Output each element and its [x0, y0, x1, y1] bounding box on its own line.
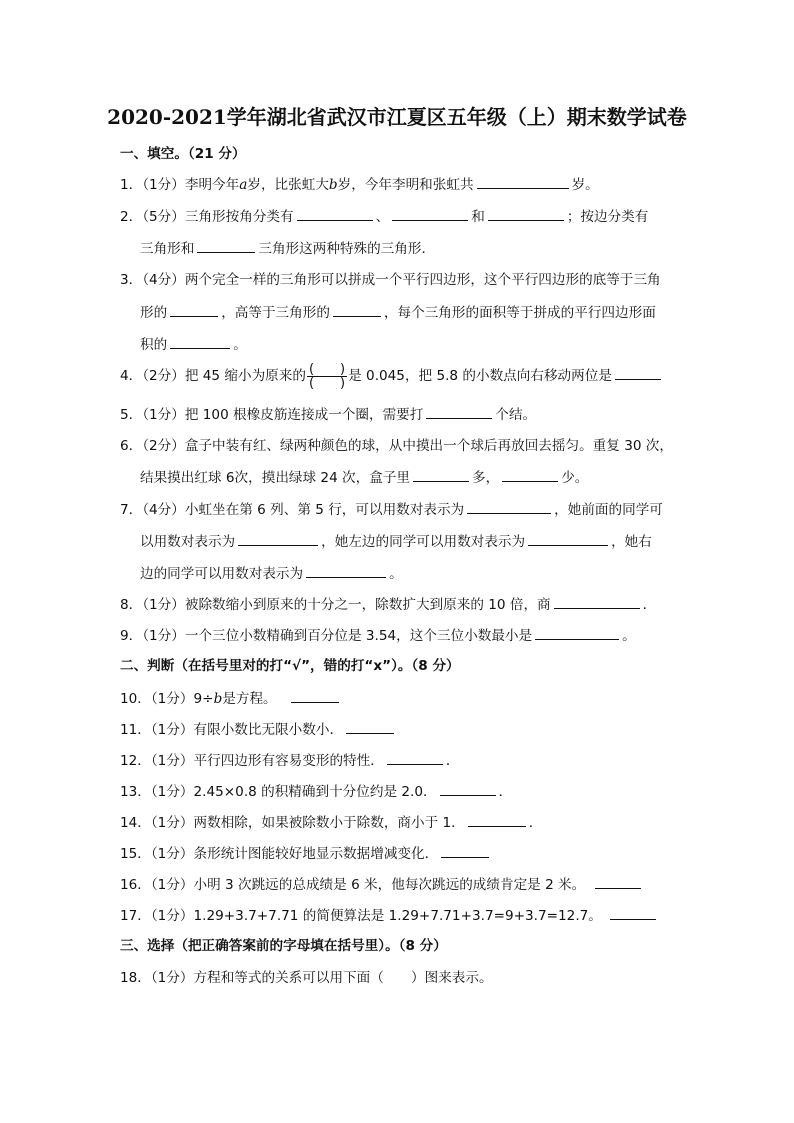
- answer-blank[interactable]: [197, 238, 255, 253]
- answer-blank[interactable]: [392, 206, 468, 221]
- answer-blank[interactable]: [615, 365, 661, 380]
- section-heading-true-false: 二、判断（在括号里对的打“√”，错的打“x”）。（8 分）: [120, 658, 460, 674]
- answer-blank[interactable]: [426, 404, 492, 419]
- question-16: 16．（1分）小明 3 次跳远的总成绩是 6 米，他每次跳远的成绩肯定是 2 米。: [120, 874, 690, 895]
- question-5: 5．（1分）把 100 根橡皮筋连接成一个圈，需要打 个结。: [120, 404, 690, 425]
- answer-blank[interactable]: [170, 302, 218, 317]
- question-7-cont: 以用数对表示为 ，她左边的同学可以用数对表示为 ，她右: [140, 531, 710, 552]
- question-13: 13．（1分）2.45×0.8 的积精确到十分位约是 2.0． ．: [120, 781, 690, 802]
- answer-blank[interactable]: [441, 843, 489, 858]
- answer-blank[interactable]: [477, 174, 569, 189]
- question-9: 9．（1分）一个三位小数精确到百分位是 3.54，这个三位小数最小是 。: [120, 625, 690, 646]
- question-6-cont: 结果摸出红球 6次，摸出绿球 24 次，盒子里 多， 少。: [140, 467, 710, 488]
- question-3-cont2: 积的 。: [140, 334, 710, 355]
- answer-blank[interactable]: [291, 688, 339, 703]
- answer-blank[interactable]: [238, 531, 318, 546]
- question-14: 14．（1分）两数相除，如果被除数小于除数，商小于 1． ．: [120, 812, 690, 833]
- answer-blank[interactable]: [333, 302, 381, 317]
- question-7-cont2: 边的同学可以用数对表示为 。: [140, 563, 710, 584]
- section-heading-multiple-choice: 三、选择（把正确答案前的字母填在括号里）。（8 分）: [120, 938, 447, 954]
- exam-title: 2020-2021学年湖北省武汉市江夏区五年级（上）期末数学试卷: [107, 105, 687, 129]
- answer-blank[interactable]: [297, 206, 373, 221]
- question-10: 10．（1分）9÷b是方程。: [120, 688, 690, 709]
- answer-blank[interactable]: [440, 781, 496, 796]
- section-heading-fill-in: 一、填空。（21 分）: [120, 146, 246, 162]
- answer-blank[interactable]: [610, 905, 656, 920]
- answer-blank[interactable]: [502, 467, 558, 482]
- answer-blank[interactable]: [535, 625, 619, 640]
- question-8: 8．（1分）被除数缩小到原来的十分之一，除数扩大到原来的 10 倍，商 ．: [120, 594, 690, 615]
- question-3-cont: 形的 ，高等于三角形的 ，每个三角形的面积等于拼成的平行四边形面: [140, 302, 710, 323]
- question-17: 17．（1分）1.29+3.7+7.71 的简便算法是 1.29+7.71+3.7=9+3.7=12.7。: [120, 905, 690, 926]
- answer-blank[interactable]: [488, 206, 564, 221]
- question-1: 1．（1分）李明今年a岁，比张虹大b岁，今年李明和张虹共 岁。: [120, 174, 690, 195]
- question-2-cont: 三角形和 三角形这两种特殊的三角形．: [140, 238, 710, 259]
- question-7: 7．（4分）小虹坐在第 6 列、第 5 行，可以用数对表示为 ，她前面的同学可: [120, 499, 690, 520]
- answer-blank[interactable]: [346, 719, 394, 734]
- answer-blank[interactable]: [170, 334, 230, 349]
- answer-blank[interactable]: [595, 874, 641, 889]
- answer-blank[interactable]: [413, 467, 469, 482]
- question-6: 6．（2分）盒子中装有红、绿两种颜色的球，从中摸出一个球后再放回去摇匀。重复 30 次，: [120, 438, 673, 454]
- question-12: 12．（1分）平行四边形有容易变形的特性． ．: [120, 750, 690, 771]
- answer-blank[interactable]: [528, 531, 608, 546]
- question-3: 3．（4分）两个完全一样的三角形可以拼成一个平行四边形，这个平行四边形的底等于三角: [120, 272, 661, 288]
- question-4: 4．（2分）把 45 缩小为原来的 $\frac{( )}{( )}$ 是 0.045，把 5.8 的小数点向右移动两位是: [120, 362, 690, 390]
- answer-blank[interactable]: [306, 563, 386, 578]
- answer-blank[interactable]: [467, 499, 551, 514]
- answer-blank[interactable]: [554, 594, 640, 609]
- answer-blank[interactable]: [387, 750, 443, 765]
- question-11: 11．（1分）有限小数比无限小数小．: [120, 719, 690, 740]
- question-2: 2．（5分）三角形按角分类有 、 和 ；按边分类有: [120, 206, 690, 227]
- question-18: 18．（1分）方程和等式的关系可以用下面（ ）图来表示。: [120, 970, 493, 986]
- question-15: 15．（1分）条形统计图能较好地显示数据增减变化．: [120, 843, 690, 864]
- fraction-blank[interactable]: $\frac{( )}{( )}$: [308, 361, 346, 391]
- answer-blank[interactable]: [468, 812, 526, 827]
